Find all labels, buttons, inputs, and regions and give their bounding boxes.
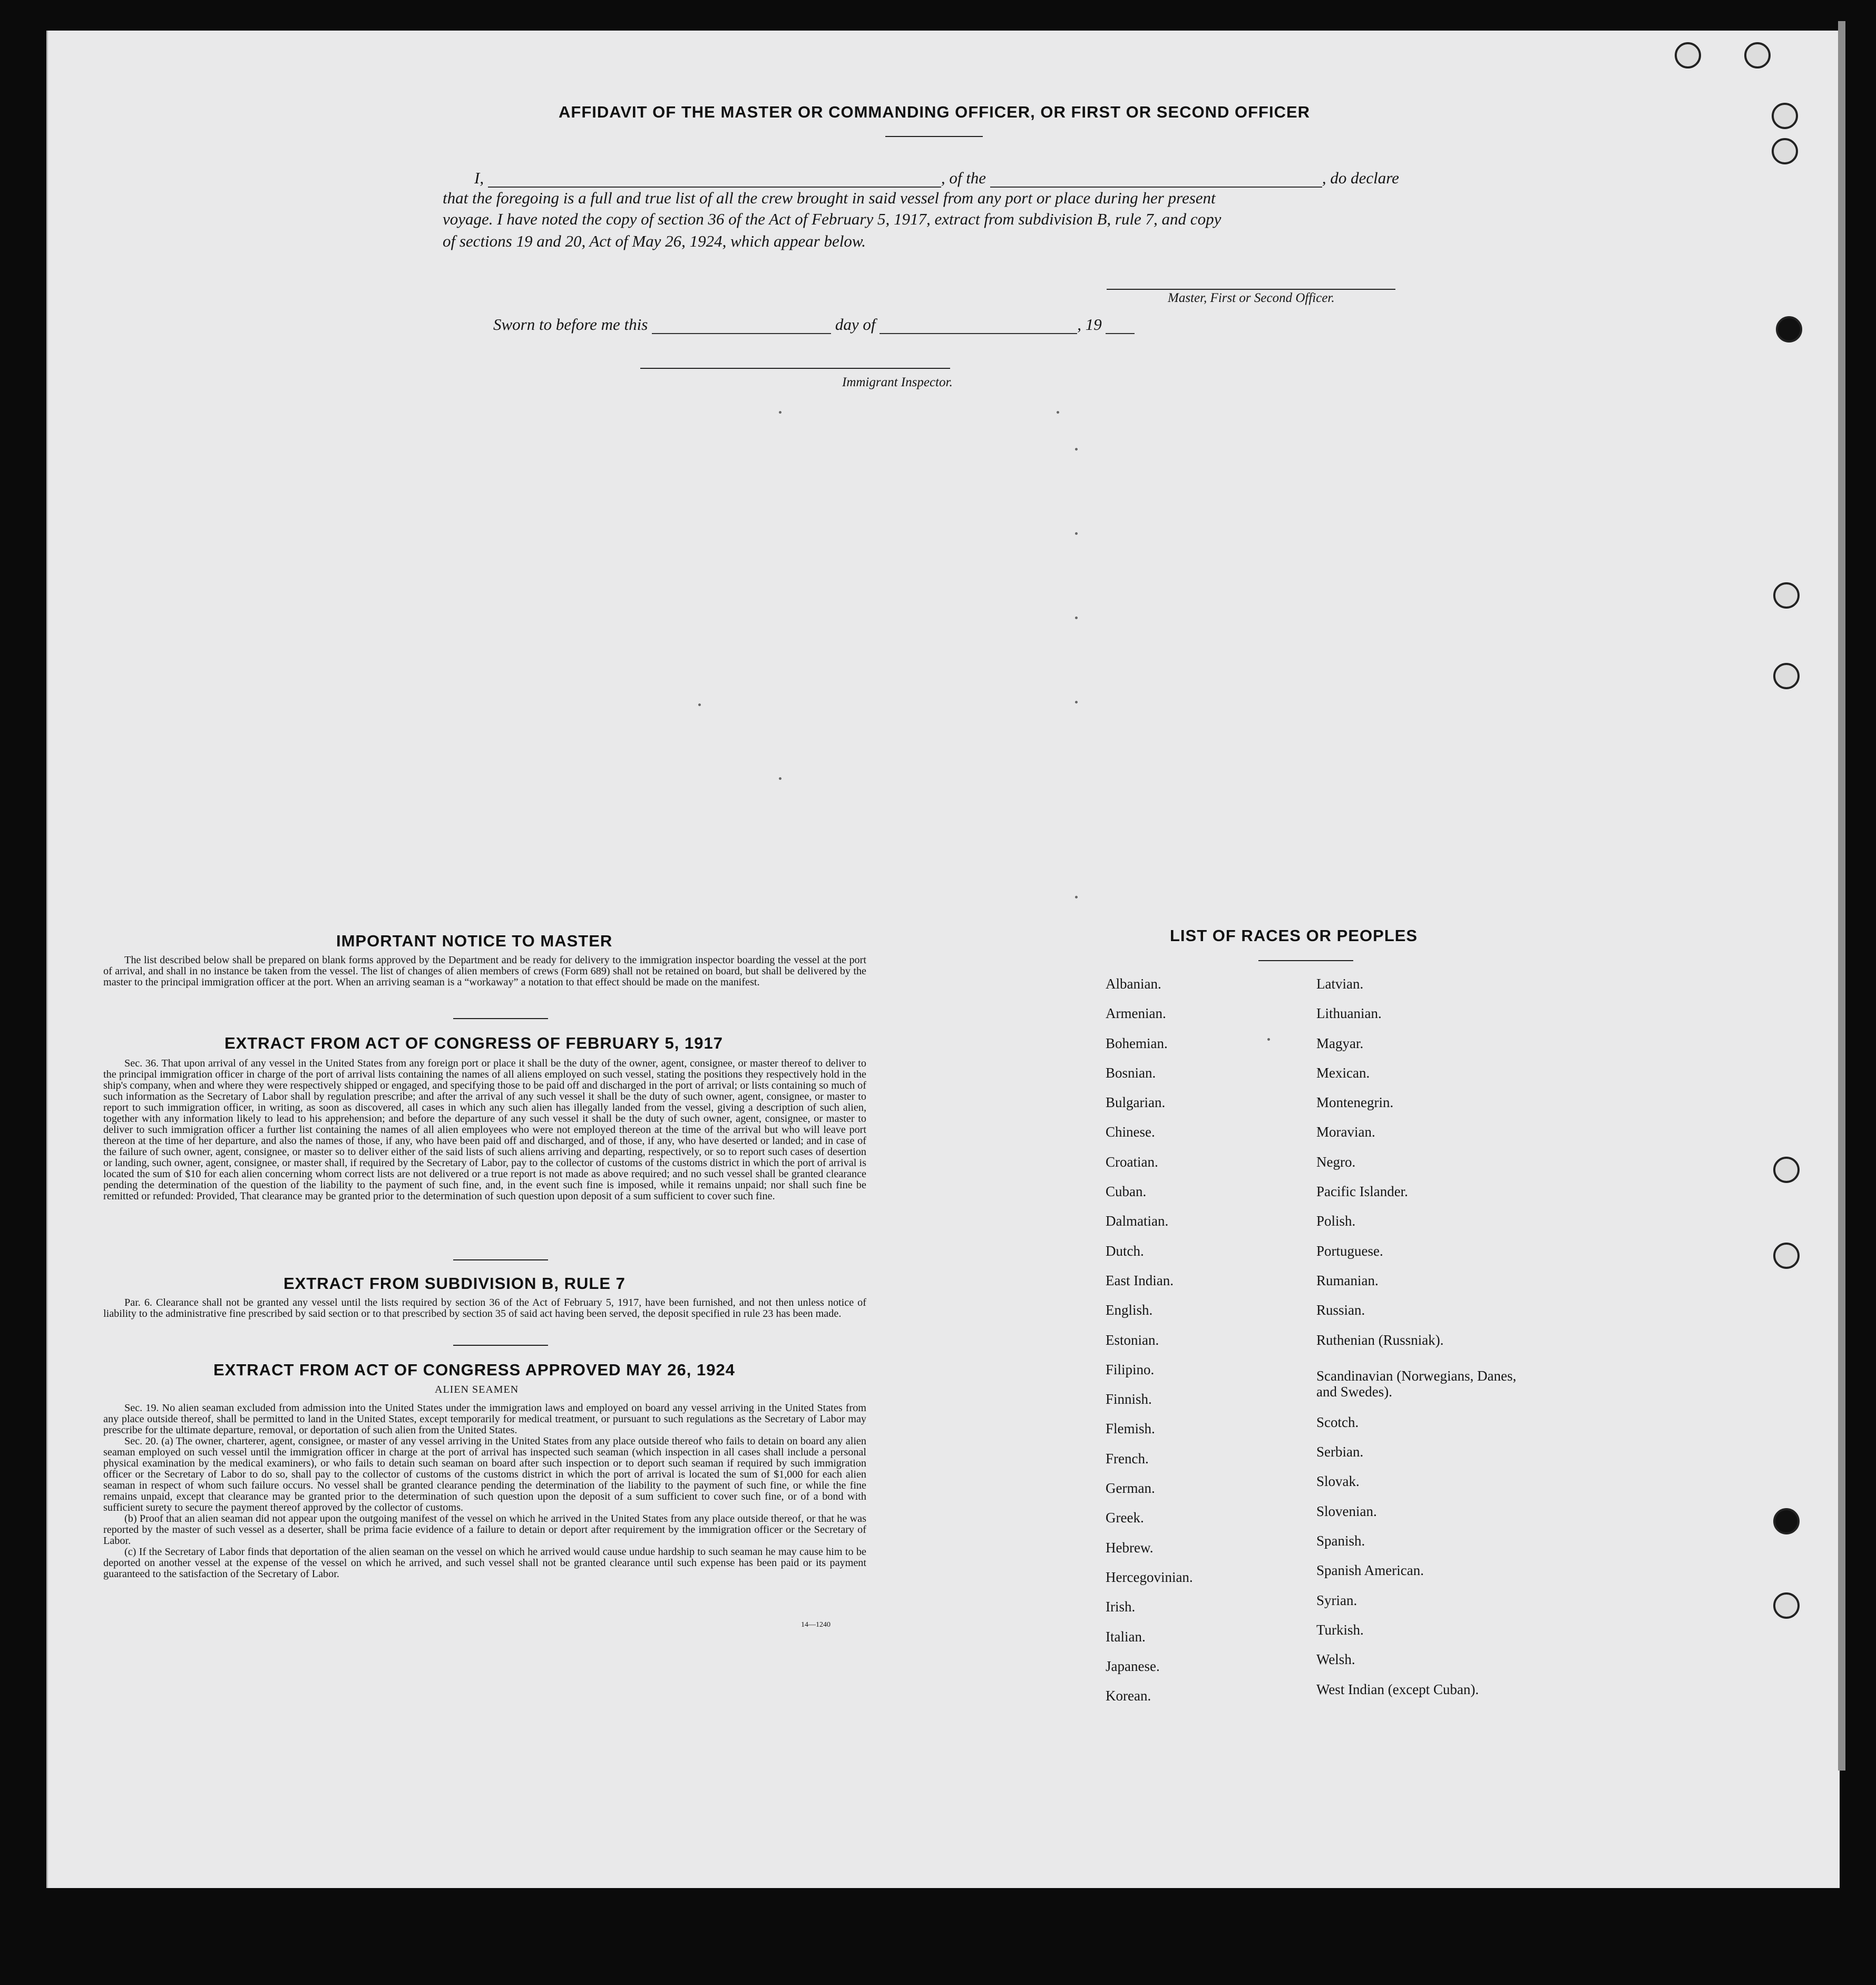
section-divider bbox=[453, 1259, 548, 1260]
punch-hole-icon bbox=[1772, 138, 1798, 164]
race-item: Armenian. bbox=[1106, 1005, 1166, 1022]
affidavit-title-rule bbox=[885, 136, 983, 137]
punch-hole-icon bbox=[1675, 42, 1701, 69]
race-item: Bohemian. bbox=[1106, 1035, 1168, 1051]
race-item: Slovak. bbox=[1316, 1473, 1360, 1490]
races-title-rule bbox=[1258, 960, 1353, 961]
punch-hole-icon bbox=[1772, 103, 1798, 129]
sec-20b-paragraph: (b) Proof that an alien seaman did not appear upon the outgoing manifest of the vessel on which he arrived in the United States from any place outside thereof, or that he was reported by the master of such vessel as a deserter, shall be prima facie evidence of a failure to detain or deport after requirement by the immigration officer or the Secretary of Labor. bbox=[103, 1513, 866, 1547]
race-item: Cuban. bbox=[1106, 1184, 1147, 1200]
punch-hole-icon bbox=[1773, 1243, 1800, 1269]
bleed-through-speck bbox=[1075, 617, 1078, 619]
year-blank-field[interactable] bbox=[1106, 333, 1135, 334]
bleed-through-speck bbox=[698, 703, 701, 706]
race-item: Hebrew. bbox=[1106, 1539, 1154, 1556]
day-blank-field[interactable] bbox=[652, 333, 831, 334]
races-title: LIST OF RACES OR PEOPLES bbox=[1170, 926, 1418, 945]
race-item: Polish. bbox=[1316, 1213, 1356, 1229]
punch-hole-icon bbox=[1773, 1157, 1800, 1183]
master-signature-line[interactable] bbox=[1107, 289, 1395, 290]
sec-20c-paragraph: (c) If the Secretary of Labor finds that deportation of the alien seaman on the vessel on which he arrived would cause undue hardship to such seaman he may cause him to be deported on another vessel at the expense of the vessel on which he arrived, and such vessel shall not be granted clearance until such expense has been paid or its payment guaranteed to the satisfaction of the Secretary of Labor. bbox=[103, 1546, 866, 1580]
race-item: Bulgarian. bbox=[1106, 1094, 1166, 1111]
race-item: Lithuanian. bbox=[1316, 1005, 1382, 1022]
race-item: East Indian. bbox=[1106, 1272, 1174, 1288]
race-item: Portuguese. bbox=[1316, 1243, 1383, 1259]
race-item: Japanese. bbox=[1106, 1658, 1160, 1674]
race-item: Slovenian. bbox=[1316, 1503, 1377, 1519]
race-item: Russian. bbox=[1316, 1302, 1365, 1318]
race-item: Italian. bbox=[1106, 1628, 1146, 1645]
inspector-signature-line[interactable] bbox=[640, 368, 950, 369]
sec-20a-paragraph: Sec. 20. (a) The owner, charterer, agent, consignee, or master of any vessel arriving in the United States from any place outside thereof who fails to detain on board any alien seaman employed on such vessel until the immigration officer in charge at the port of arrival has inspected such seaman (which inspection in all cases shall include a personal physical examination by the medical examiners), or who fails to detain such seaman on board after such inspection or to deport such seaman if required by such immigration officer or the Secretary of Labor to do so, shall pay to the collector of customs of the customs district in which the port of arrival is located the sum of $1,000 for each alien seaman in respect of whom such failure occurs. No vessel shall be granted clearance pending the determination of the liability to the payment of such fine, or while the fine remains unpaid, except that clearance may be granted prior to the determination of such question upon the deposit of a sum sufficient to cover such fine, or of a bond with sufficient surety to secure the payment thereof approved by the collector of customs. bbox=[103, 1435, 866, 1513]
race-item: Estonian. bbox=[1106, 1332, 1159, 1348]
notice-paragraph: The list described below shall be prepared on blank forms approved by the Department and be ready for delivery to the immigration inspector boarding the vessel at the port of arrival, and shall in no instance be taken from the vessel. The list of changes of alien members of crews (Form 689) shall not be retained on board, but shall be delivered by the master to the principal immigration officer at the port. When an arriving seaman is a “workaway” a notation to that effect should be made on the manifest. bbox=[103, 954, 866, 988]
form-number: 14—1240 bbox=[801, 1621, 830, 1629]
race-item: Bosnian. bbox=[1106, 1064, 1156, 1081]
race-item: Rumanian. bbox=[1316, 1272, 1379, 1288]
notice-text bbox=[103, 955, 866, 988]
affidavit-text-line: that the foregoing is a full and true list of all the crew brought in said vessel from any port or place during her present bbox=[443, 189, 1216, 207]
section-divider bbox=[453, 1345, 548, 1346]
page-edge bbox=[1838, 21, 1845, 1771]
race-item: Dutch. bbox=[1106, 1243, 1144, 1259]
affidavit-do-declare-label: , do declare bbox=[1322, 169, 1399, 187]
punch-hole-icon bbox=[1773, 663, 1800, 689]
race-item: Korean. bbox=[1106, 1688, 1151, 1704]
alien-seamen-subtitle: ALIEN SEAMEN bbox=[435, 1384, 519, 1395]
race-item: French. bbox=[1106, 1450, 1149, 1466]
race-item: Finnish. bbox=[1106, 1391, 1152, 1407]
punch-hole-icon bbox=[1776, 316, 1802, 343]
race-item: Serbian. bbox=[1316, 1444, 1364, 1460]
master-signature-label: Master, First or Second Officer. bbox=[1168, 291, 1335, 305]
affidavit-of-the-label: , of the bbox=[941, 169, 986, 187]
race-item: Croatian. bbox=[1106, 1153, 1158, 1170]
bleed-through-speck bbox=[1075, 448, 1078, 451]
name-blank-field[interactable] bbox=[488, 187, 941, 188]
race-item: Negro. bbox=[1316, 1153, 1356, 1170]
bleed-through-speck bbox=[779, 411, 781, 414]
bleed-through-speck bbox=[779, 777, 781, 780]
races-left-column bbox=[1106, 976, 1193, 1717]
bleed-through-speck bbox=[1075, 896, 1078, 898]
affidavit-declaration-line bbox=[474, 169, 1399, 188]
punch-hole-icon bbox=[1773, 1508, 1800, 1534]
race-item: Syrian. bbox=[1316, 1592, 1357, 1608]
bleed-through-speck bbox=[1075, 701, 1078, 703]
race-item: Ruthenian (Russniak). bbox=[1316, 1332, 1444, 1348]
race-item: Hercegovinian. bbox=[1106, 1569, 1193, 1585]
affidavit-text-line: of sections 19 and 20, Act of May 26, 1924, which appear below. bbox=[443, 232, 866, 250]
inspector-signature-label: Immigrant Inspector. bbox=[842, 375, 953, 389]
extract-1917-text bbox=[103, 1058, 866, 1202]
extract-1917-title: EXTRACT FROM ACT OF CONGRESS OF FEBRUARY 5, 1917 bbox=[224, 1034, 723, 1052]
race-item: Scandinavian (Norwegians, Danes, and Swedes). bbox=[1316, 1367, 1517, 1400]
extract-1924-text bbox=[103, 1403, 866, 1580]
par-6-paragraph: Par. 6. Clearance shall not be granted any vessel until the lists required by section 36 of the Act of February 5, 1917, have been furnished, and not then unless notice of liability to the administrative fine prescribed by said section or to that prescribed by section 35 of said act having been served, the deposit specified in rule 23 has been made. bbox=[103, 1297, 866, 1319]
race-item: Pacific Islander. bbox=[1316, 1184, 1408, 1200]
race-item: Magyar. bbox=[1316, 1035, 1364, 1051]
race-item: Latvian. bbox=[1316, 976, 1364, 992]
race-item: Albanian. bbox=[1106, 976, 1161, 992]
sworn-label: Sworn to before me this bbox=[493, 315, 648, 334]
affidavit-text-line: voyage. I have noted the copy of section 36 of the Act of February 5, 1917, extract from subdivision B, rule 7, and copy bbox=[443, 210, 1222, 228]
bleed-through-speck bbox=[1075, 532, 1078, 535]
sec-19-paragraph: Sec. 19. No alien seaman excluded from admission into the United States under the immigration laws and employed on board any vessel arriving in the United States from any place outside thereof, shall be permitted to land in the United States, except temporarily for medical treatment, or pursuant to such regulations as the Secretary of Labor may prescribe for the ultimate departure, removal, or deportation of such alien from the United States. bbox=[103, 1402, 866, 1436]
race-item: West Indian (except Cuban). bbox=[1316, 1681, 1479, 1697]
bleed-through-speck bbox=[1267, 1038, 1270, 1041]
race-item: Spanish American. bbox=[1316, 1562, 1424, 1579]
race-item: German. bbox=[1106, 1480, 1155, 1497]
race-item: Greek. bbox=[1106, 1510, 1144, 1526]
section-36-paragraph: Sec. 36. That upon arrival of any vessel in the United States from any foreign port or place it shall be the duty of the owner, agent, consignee, or master thereof to deliver to the principal immigration officer in charge of the port of arrival lists containing the names of all aliens employed on such vessel, stating the positions they respectively hold in the ship's company, when and where they were respectively shipped or engaged, and specifying those to be paid off and discharged in the port of arrival; or lists containing so much of such information as the Secretary of Labor shall by regulation prescribe; and after the arrival of any such vessel it shall be the duty of such owner, agent, consignee, or master to report to such immigration officer, in writing, as soon as discovered, all cases in which any such alien has illegally landed from the vessel, giving a description of such alien, together with any information likely to lead to his apprehension; and before the departure of any such vessel it shall be the duty of such owner, agent, consignee, or master to deliver to such immigration officer a further list containing the names of all alien employees who were not employed thereon at the time of the arrival but who will leave port thereon at the time of her departure, and also the names of those, if any, who have been paid off and discharged, and of those, if any, who have deserted or landed; and in case of the failure of such owner, agent, consignee, or master so to deliver either of the said lists of such aliens arriving and departing, respectively, or so to report such cases of desertion or landing, such owner, agent, consignee, or master shall, if required by the Secretary of Labor, pay to the collector of customs of the customs district in which the port of arrival is located the sum of $10 for each alien concerning whom correct lists are not delivered or a true report is not made as above required; and no such vessel shall be granted clearance pending the determination of the question of the liability to the payment of such fine, and, in the event such fine is imposed, while it remains unpaid; nor shall such fine be remitted or refunded: Provided, That clearance may be granted prior to the determination of such question upon deposit of a sum sufficient to cover such fine. bbox=[103, 1058, 866, 1202]
affidavit-title: AFFIDAVIT OF THE MASTER OR COMMANDING OFFICER, OR FIRST OR SECOND OFFICER bbox=[559, 103, 1311, 121]
race-item: Filipino. bbox=[1106, 1361, 1155, 1377]
extract-1924-title: EXTRACT FROM ACT OF CONGRESS APPROVED MAY 26, 1924 bbox=[213, 1361, 735, 1379]
races-right-column bbox=[1316, 976, 1527, 1711]
race-item: Montenegrin. bbox=[1316, 1094, 1394, 1111]
race-item: Chinese. bbox=[1106, 1124, 1155, 1140]
extract-rule7-text bbox=[103, 1297, 866, 1319]
sworn-line bbox=[493, 315, 1135, 334]
race-item: Moravian. bbox=[1316, 1124, 1375, 1140]
punch-hole-icon bbox=[1744, 42, 1771, 69]
day-of-label: day of bbox=[835, 315, 876, 334]
affidavit-i-label: I, bbox=[474, 169, 484, 187]
race-item: Dalmatian. bbox=[1106, 1213, 1169, 1229]
notice-title: IMPORTANT NOTICE TO MASTER bbox=[336, 932, 613, 950]
vessel-name-blank-field[interactable] bbox=[990, 187, 1322, 188]
race-item: Spanish. bbox=[1316, 1533, 1365, 1549]
race-item: Scotch. bbox=[1316, 1414, 1359, 1430]
section-divider bbox=[453, 1018, 548, 1019]
month-blank-field[interactable] bbox=[880, 333, 1077, 334]
race-item: Turkish. bbox=[1316, 1621, 1364, 1638]
race-item: Irish. bbox=[1106, 1599, 1136, 1615]
race-item: Welsh. bbox=[1316, 1651, 1355, 1668]
race-item: Mexican. bbox=[1316, 1064, 1370, 1081]
punch-hole-icon bbox=[1773, 582, 1800, 609]
bleed-through-speck bbox=[1057, 411, 1059, 414]
year-label: , 19 bbox=[1077, 315, 1102, 334]
punch-hole-icon bbox=[1773, 1592, 1800, 1619]
extract-rule7-title: EXTRACT FROM SUBDIVISION B, RULE 7 bbox=[284, 1274, 626, 1293]
race-item: Flemish. bbox=[1106, 1421, 1155, 1437]
race-item: English. bbox=[1106, 1302, 1153, 1318]
